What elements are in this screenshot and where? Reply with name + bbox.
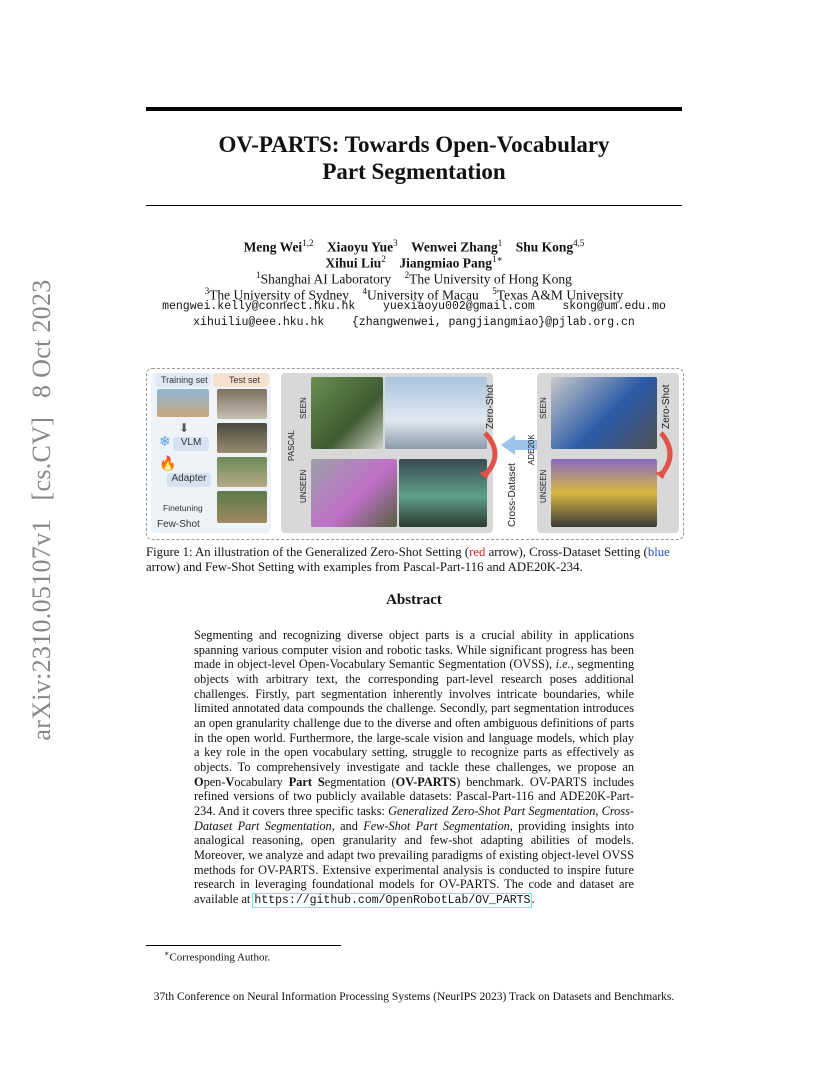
author-name: Wenwei Zhang — [411, 239, 498, 255]
author-name: Xihui Liu — [325, 255, 382, 271]
author-sup: 1 — [497, 238, 503, 248]
affil-sup: 4 — [362, 286, 368, 296]
arxiv-category: [cs.CV] — [27, 416, 56, 501]
title-bottom-rule — [146, 205, 682, 206]
abstract-text: , providing insights into analogical reasoning, open granularity and few-shot adapting abilities of models. Moreover, we analyze and adapt two prevailing paradigms of existing object-level OVSS methods for OV-PARTS. Extensive experimental analysis is conducted to inspire future research in leveraging foundational models for OV-PARTS. The code and dataset are available at — [194, 818, 635, 906]
cross-dataset-label: Cross-Dataset — [507, 463, 518, 527]
pascal-label: PASCAL — [287, 430, 296, 461]
bird-photo — [399, 459, 487, 527]
finetuning-label: Finetuning — [163, 503, 203, 513]
few-shot-label: Few-Shot — [157, 519, 200, 530]
pascal-zero-shot-label: Zero-Shot — [485, 384, 496, 429]
abstract-italic: Few-Shot Part Segmentation — [363, 818, 510, 833]
test-horse-photo-1 — [217, 389, 267, 419]
code-link[interactable]: https://github.com/OpenRobotLab/OV_PARTS — [254, 893, 531, 907]
adapter-box: Adapter — [167, 473, 211, 487]
caption-text: arrow), Cross-Dataset Setting ( — [485, 545, 648, 559]
paper-title — [146, 131, 682, 185]
test-horse-photo-3 — [217, 457, 267, 487]
emails-line-2 — [146, 315, 682, 331]
author-sup: 3 — [393, 238, 398, 248]
ade20k-label: ADE20K — [527, 434, 536, 465]
car-photo — [551, 377, 657, 449]
abstract-text: . — [531, 891, 535, 906]
author-name: Meng Wei — [243, 239, 303, 255]
abstract-text: egmentation — [324, 774, 386, 789]
caption-blue-word: blue — [647, 545, 670, 559]
footnote — [164, 949, 270, 964]
training-horse-photo — [157, 389, 209, 417]
abstract-italic: Generalized Zero-Shot Part Segmentation — [388, 803, 596, 818]
affiliation: The University of Sydney — [209, 287, 350, 303]
arrow-down-icon: ⬇ — [179, 421, 190, 435]
test-set-label: Test set — [229, 375, 261, 385]
email: mengwei.kelly@connect.hku.hk — [162, 300, 356, 313]
abstract-italic: Cross-Dataset Part Segmentation — [194, 803, 634, 833]
title-line-2: Part Segmentation — [322, 159, 506, 184]
flame-icon: 🔥 — [159, 455, 177, 471]
title-top-rule — [146, 107, 682, 111]
abstract-text: , — [595, 803, 602, 818]
email: {zhangwenwei, pangjiangmiao}@pjlab.org.cn — [351, 316, 635, 329]
author-sup: 4,5 — [573, 238, 585, 248]
arxiv-id: arXiv:2310.05107v1 — [27, 519, 56, 741]
footnote-rule — [146, 945, 341, 946]
footnote-mark: ∗ — [164, 949, 170, 958]
email: xihuiliu@eee.hku.hk — [193, 316, 325, 329]
bus-photo — [551, 459, 657, 527]
venue-line: 37th Conference on Neural Information Processing Systems (NeurIPS 2023) Track on Datasets and Benchmarks. — [153, 991, 675, 1003]
affil-sup: 5 — [492, 286, 497, 296]
caption-red-word: red — [469, 545, 486, 559]
author-name: Shu Kong — [515, 239, 574, 255]
test-horse-photo-4 — [217, 491, 267, 523]
affiliation: Texas A&M University — [496, 287, 624, 303]
ade-seen-label: SEEN — [539, 397, 548, 419]
caption-text: Figure 1: An illustration of the Generalized Zero-Shot Setting ( — [146, 545, 470, 559]
training-set-label: Training set — [161, 375, 208, 385]
abstract-bold: O — [194, 774, 204, 789]
affil-sup: 3 — [204, 286, 210, 296]
ade-unseen-label: UNSEEN — [539, 469, 548, 503]
pascal-seen-label: SEEN — [299, 397, 308, 419]
affil-sup: 2 — [404, 270, 410, 280]
affil-sup: 1 — [256, 270, 261, 280]
abstract-heading: Abstract — [386, 592, 442, 608]
author-name: Xiaoyu Yue — [326, 239, 394, 255]
abstract-text: Segmenting and recognizing diverse object parts is a crucial ability in applications spanning various computer vision and robotic tasks. While significant progress has been made in object-level Open-Vocabulary Semantic Segmentation (OVSS), — [194, 628, 634, 672]
figure-caption — [146, 545, 682, 575]
abstract-text: pen- — [203, 774, 226, 789]
test-horse-photo-2 — [217, 423, 267, 453]
ade-zero-shot-label: Zero-Shot — [661, 384, 672, 429]
abstract-italic: i.e. — [555, 657, 571, 672]
email: skong@um.edu.mo — [562, 300, 666, 313]
arxiv-date: 8 Oct 2023 — [27, 279, 56, 398]
figure-1 — [146, 368, 684, 540]
affiliation: Shanghai AI Laboratory — [260, 271, 392, 287]
vlm-box: VLM — [173, 437, 209, 451]
abstract-text: , segmenting objects with arbitrary text, the corresponding part-level research poses additional challenges. Firstly, part segmentation inherently involves intricate boundaries, while limited annotated data compounds the challenge. Secondly, part segmentation introduces an open granularity challenge due to the diverse and often ambiguous definitions of parts in the open world. Furthermore, the large-scale vision and language models, which play a key role in the open vocabulary setting, struggle to recognize parts as effectively as objects. To comprehensively investigate and tackle these challenges, we propose an — [194, 657, 635, 774]
abstract-bold: Part S — [288, 774, 325, 789]
sheep-photo — [311, 459, 397, 527]
caption-text: arrow) and Few-Shot Setting with examples from Pascal-Part-116 and ADE20K-234. — [146, 560, 583, 574]
cow-photo — [311, 377, 383, 449]
abstract-text: ( — [385, 774, 396, 789]
arxiv-sidebar-stamp — [22, 250, 62, 770]
abstract-bold: V — [225, 774, 235, 789]
red-arrow-ade — [655, 429, 683, 479]
abstract-body — [194, 628, 634, 908]
title-line-1: OV-PARTS: Towards Open-Vocabulary — [218, 132, 610, 157]
pascal-unseen-label: UNSEEN — [299, 469, 308, 503]
author-sup: 1∗ — [491, 254, 503, 264]
airplane-photo — [385, 377, 487, 449]
email: yuexiaoyu002@gmail.com — [382, 300, 535, 313]
footnote-text: Corresponding Author. — [169, 951, 271, 964]
affiliation: University of Macau — [367, 287, 479, 303]
author-name: Jiangmiao Pang — [399, 255, 492, 271]
emails-line-1 — [146, 299, 682, 315]
abstract-text: , and — [331, 818, 364, 833]
author-sup: 1,2 — [302, 238, 314, 248]
affiliation: The University of Hong Kong — [409, 271, 572, 287]
snowflake-icon: ❄ — [159, 433, 171, 449]
author-sup: 2 — [381, 254, 386, 264]
abstract-bold: OV-PARTS — [395, 774, 457, 789]
abstract-text: ocabulary — [234, 774, 289, 789]
abstract-text: ) benchmark. OV-PARTS includes refined versions of two publicly available datasets: Pascal-Part-116 and ADE20K-Part-234. And it covers three specific tasks: — [194, 774, 634, 818]
